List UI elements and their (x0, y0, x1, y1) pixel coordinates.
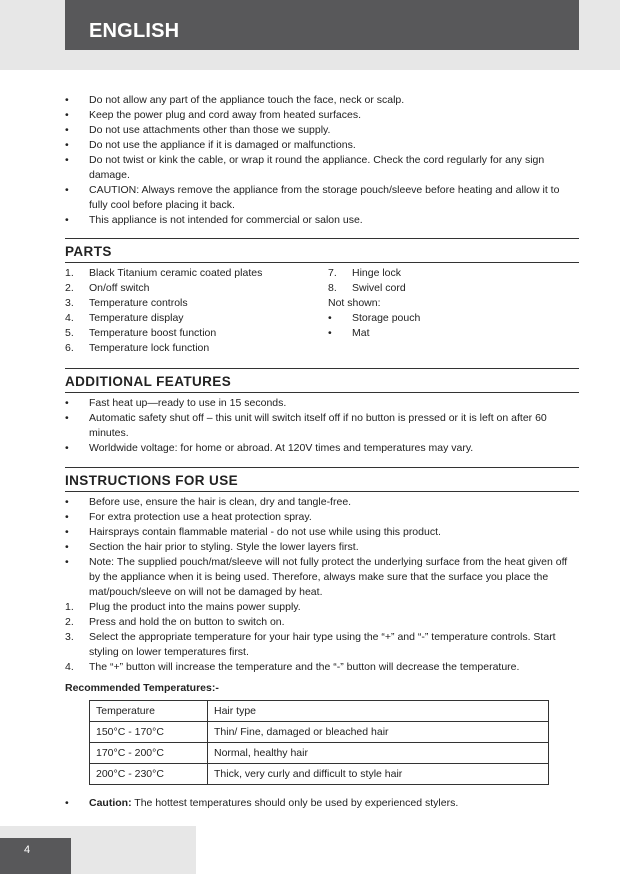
temperature-table (89, 700, 549, 785)
table-row: 170°C - 200°C Normal, healthy hair (90, 743, 549, 764)
list-item: • Note: The supplied pouch/mat/sleeve will not fully protect the underlying surface from the heat given off by the appliance when it is being used. Therefore, always make sure that the surface you place the mat/pouch/sleeve on will not be damaged by heat. (65, 556, 568, 598)
caution-note (65, 796, 579, 811)
parts-list-left (65, 266, 325, 356)
list-item: • Do not allow any part of the appliance touch the face, neck or scalp. (65, 94, 405, 106)
list-item: • Fast heat up—ready to use in 15 seconds. (65, 397, 287, 409)
list-item: • Hairsprays contain flammable material - do not use while using this product. (65, 526, 441, 538)
language-banner (65, 0, 579, 50)
list-item: • Do not twist or kink the cable, or wrap it round the appliance. Check the cord regularly for any sign damage. (65, 154, 545, 181)
list-item: • For extra protection use a heat protection spray. (65, 511, 312, 523)
list-item: • Mat (328, 327, 370, 339)
list-item: • Do not use attachments other than those we supply. (65, 124, 331, 136)
features-heading: ADDITIONAL FEATURES (65, 368, 579, 393)
warnings-list (65, 93, 579, 228)
list-item: 8. Swivel cord (328, 282, 406, 294)
list-item: • This appliance is not intended for commercial or salon use. (65, 214, 363, 226)
list-item: 7. Hinge lock (328, 267, 402, 279)
list-item: • Automatic safety shut off – this unit will switch itself off if no button is pressed or it is left on after 60 minutes. (65, 412, 547, 439)
list-item: • Section the hair prior to styling. Style the lower layers first. (65, 541, 359, 553)
table-header-row: Temperature Hair type (90, 701, 549, 722)
recommended-temperatures-title: Recommended Temperatures:- (65, 682, 219, 694)
list-item: • Keep the power plug and cord away from heated surfaces. (65, 109, 361, 121)
list-item: 5. Temperature boost function (65, 327, 217, 339)
not-shown-label: Not shown: (328, 297, 381, 309)
list-item: • Storage pouch (328, 312, 421, 324)
list-item: • Caution: The hottest temperatures should only be used by experienced stylers. (65, 797, 459, 809)
list-item: 2. On/off switch (65, 282, 150, 294)
list-item: 4. The “+” button will increase the temperature and the “-” button will decrease the temperature. (65, 661, 520, 673)
list-item: 6. Temperature lock function (65, 342, 210, 354)
table-row: 150°C - 170°C Thin/ Fine, damaged or bleached hair (90, 722, 549, 743)
parts-list-right (328, 266, 578, 341)
page-number-box (0, 838, 71, 874)
list-item: • Do not use the appliance if it is damaged or malfunctions. (65, 139, 356, 151)
list-item: 3. Temperature controls (65, 297, 188, 309)
instructions-heading: INSTRUCTIONS FOR USE (65, 467, 579, 492)
list-item: • Worldwide voltage: for home or abroad. At 120V times and temperatures may vary. (65, 442, 474, 454)
features-list (65, 396, 579, 456)
list-item: 1. Black Titanium ceramic coated plates (65, 267, 263, 279)
instructions-list (65, 495, 579, 675)
language-title: ENGLISH (89, 20, 180, 42)
table-row: 200°C - 230°C Thick, very curly and difficult to style hair (90, 764, 549, 785)
page-number: 4 (24, 844, 31, 856)
list-item: • CAUTION: Always remove the appliance from the storage pouch/sleeve before heating and allow it to fully cool before placing it back. (65, 184, 560, 211)
list-item: 3. Select the appropriate temperature for your hair type using the “+” and “-” temperature controls. Start styling on lower temperatures first. (65, 631, 556, 658)
list-item: 2. Press and hold the on button to switch on. (65, 616, 285, 628)
list-item: 4. Temperature display (65, 312, 184, 324)
list-item: 1. Plug the product into the mains power supply. (65, 601, 301, 613)
list-item: • Before use, ensure the hair is clean, dry and tangle-free. (65, 496, 352, 508)
parts-heading: PARTS (65, 238, 579, 263)
